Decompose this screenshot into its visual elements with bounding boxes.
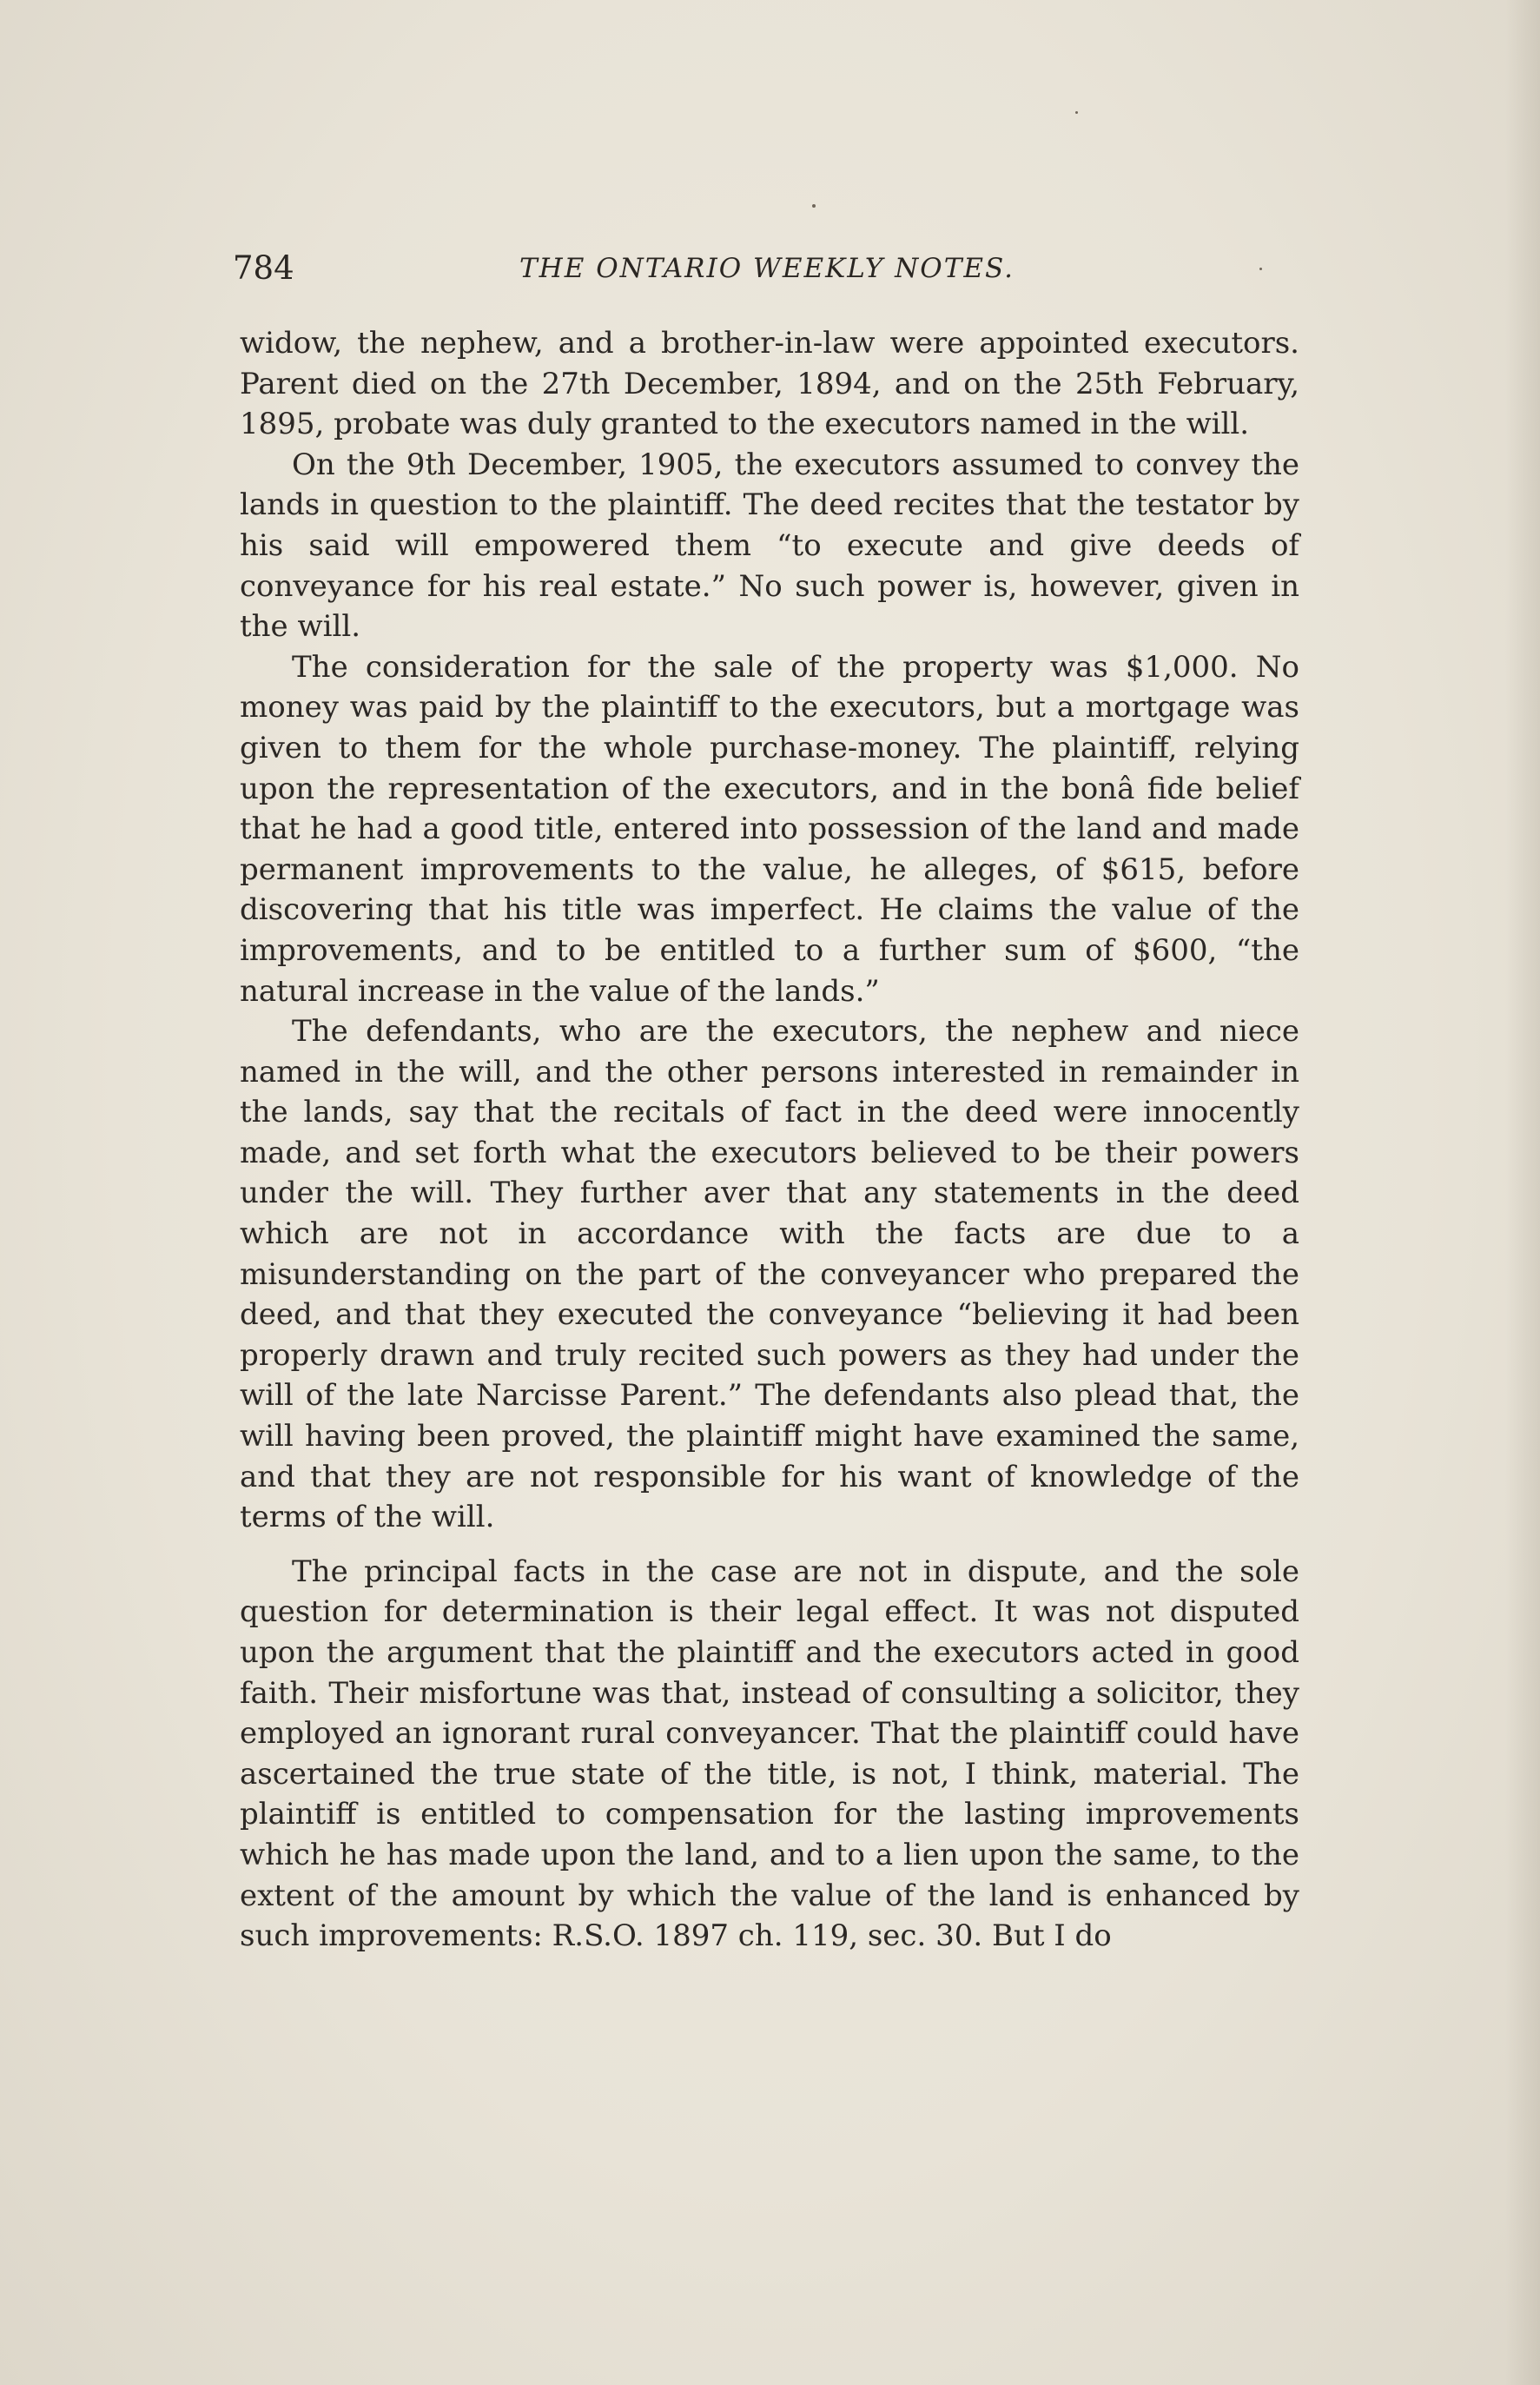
page-edge-shadow (1505, 0, 1540, 2385)
paper-speck (1075, 111, 1078, 114)
running-head (233, 245, 1301, 292)
paragraph: The principal facts in the case are not in dispute, and the sole question for determination is their legal effect. It was not disputed upon the argument that the plaintiff and the executors acted in good faith. Their misfortune was that, instead of consulting a solicitor, they employed an ignorant rural conveyancer. That the plaintiff could have ascertained the true state of the title, is not, I think, material. The plaintiff is entitled to compensation for the lasting improvements which he has made upon the land, and to a lien upon the same, to the extent of the amount by which the value of the land is enhanced by such improvements: R.S.O. 1897 ch. 119, sec. 30. But I do (240, 1554, 1299, 1954)
body-text (240, 323, 1299, 1957)
paragraph: The consideration for the sale of the property was $1,000. No money was paid by the plaintiff to the executors, but a mortgage was given to them for the whole purchase-money. The plaintiff, relying upon the representation of the executors, and in the bonâ fide belief that he had a good title, entered into possession of the land and made permanent improvements to the value, he alleges, of $615, before discovering that his title was imperfect. He claims the value of the improvements, and to be entitled to a further sum of $600, “the natural increase in the value of the lands.” (240, 649, 1299, 1009)
paper-speck (812, 204, 816, 208)
journal-title: THE ONTARIO WEEKLY NOTES. (519, 253, 1015, 284)
page-number: 784 (233, 249, 294, 287)
paragraph: The defendants, who are the executors, the nephew and niece named in the will, and the other persons interested in remainder in the lands, say that the recitals of fact in the deed were innocently made, and set forth what the executors believed to be their powers under the will. They further aver that any statements in the deed which are not in accordance with the facts are due to a misunderstanding on the part of the conveyancer who prepared the deed, and that they executed the conveyance “believing it had been properly drawn and truly recited such powers as they had under the will of the late Narcisse Parent.” The defendants also plead that, the will having been proved, the plaintiff might have examined the same, and that they are not responsible for his want of knowledge of the terms of the will. (240, 1014, 1299, 1535)
paragraph: On the 9th December, 1905, the executors assumed to convey the lands in question to the plaintiff. The deed recites that the testator by his said will empowered them “to execute and give deeds of conveyance for his real estate.” No such power is, however, given in the will. (240, 447, 1299, 645)
paragraph: widow, the nephew, and a brother-in-law were appointed executors. Parent died on the 27th December, 1894, and on the 25th February, 1895, probate was duly granted to the executors named in the will. (240, 326, 1299, 442)
